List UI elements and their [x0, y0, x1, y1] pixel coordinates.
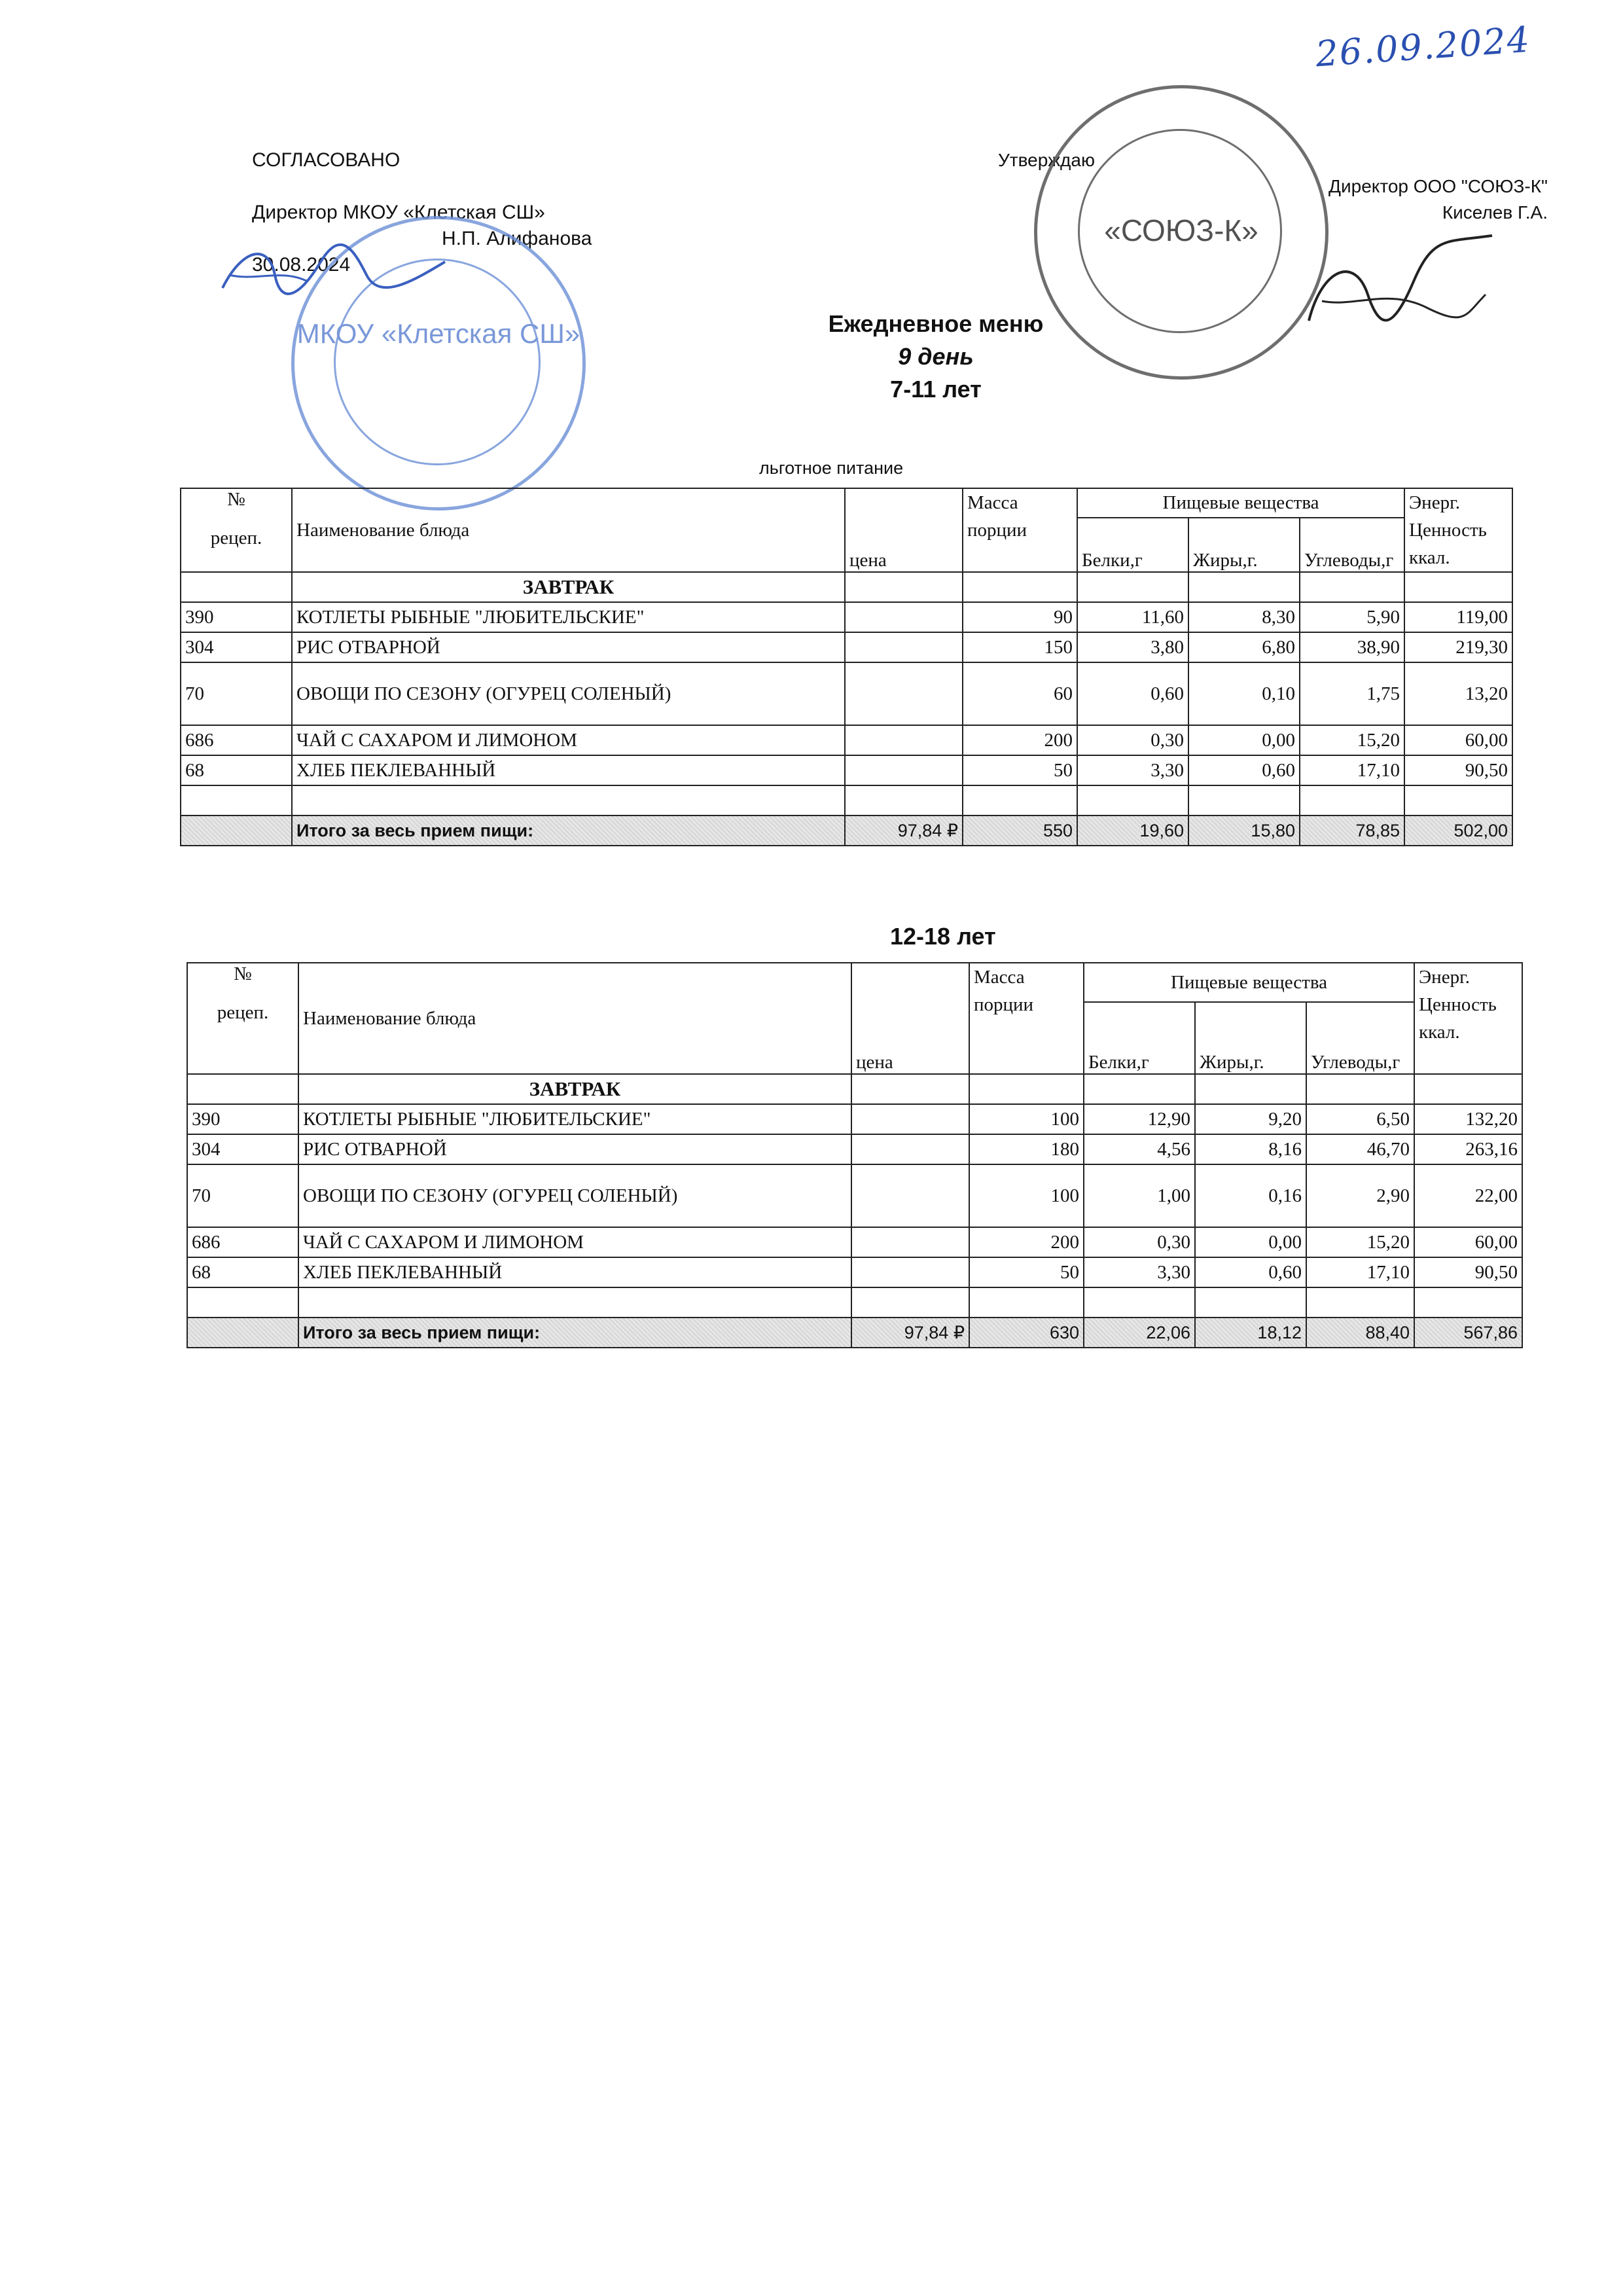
dish-price: [851, 1134, 969, 1164]
age-group-2: 12-18 лет: [890, 923, 996, 950]
total-energy: 502,00: [1404, 816, 1512, 846]
dish-energy: 263,16: [1414, 1134, 1522, 1164]
dish-protein: 3,80: [1077, 632, 1188, 662]
dish-fat: 0,60: [1195, 1257, 1306, 1287]
dish-mass: 50: [963, 755, 1077, 785]
confirmer-position: Директор ООО "СОЮЗ-К": [1329, 176, 1548, 196]
total-row: [187, 1318, 1522, 1348]
total-label: Итого за весь прием пищи:: [292, 816, 845, 846]
meal-label: ЗАВТРАК: [292, 572, 845, 602]
meal-row: [181, 572, 1512, 602]
dish-energy: 219,30: [1404, 632, 1512, 662]
menu-subtitle: льготное питание: [759, 458, 904, 478]
dish-mass: 200: [963, 725, 1077, 755]
menu-table-7-11: [180, 488, 1513, 846]
dish-carbs: 38,90: [1300, 632, 1404, 662]
dish-name: РИС ОТВАРНОЙ: [292, 632, 845, 662]
table-row: [187, 1227, 1522, 1257]
dish-mass: 100: [969, 1104, 1084, 1134]
dish-protein: 12,90: [1084, 1104, 1195, 1134]
dish-fat: 0,16: [1195, 1164, 1306, 1227]
recipe-num: 686: [187, 1227, 298, 1257]
dish-price: [845, 602, 963, 632]
dish-carbs: 15,20: [1300, 725, 1404, 755]
total-energy: 567,86: [1414, 1318, 1522, 1348]
dish-mass: 180: [969, 1134, 1084, 1164]
menu-day: 9 день: [898, 343, 974, 370]
school-stamp-text: МКОУ «Клетская СШ»: [296, 318, 580, 349]
recipe-num: 68: [187, 1257, 298, 1287]
dish-energy: 13,20: [1404, 662, 1512, 725]
dish-energy: 60,00: [1414, 1227, 1522, 1257]
total-mass: 630: [969, 1318, 1084, 1348]
dish-price: [845, 632, 963, 662]
dish-fat: 8,16: [1195, 1134, 1306, 1164]
empty-row: [187, 1287, 1522, 1318]
table-row: [187, 1164, 1522, 1227]
dish-protein: 1,00: [1084, 1164, 1195, 1227]
total-price: 97,84 ₽: [851, 1318, 969, 1348]
dish-carbs: 1,75: [1300, 662, 1404, 725]
dish-name: РИС ОТВАРНОЙ: [298, 1134, 851, 1164]
dish-name: ЧАЙ С САХАРОМ И ЛИМОНОМ: [298, 1227, 851, 1257]
dish-name: ОВОЩИ ПО СЕЗОНУ (ОГУРЕЦ СОЛЕНЫЙ): [298, 1164, 851, 1227]
dish-price: [845, 725, 963, 755]
dish-protein: 0,60: [1077, 662, 1188, 725]
approval-date: 30.08.2024: [252, 254, 351, 276]
recipe-num: 390: [181, 602, 292, 632]
dish-fat: 6,80: [1188, 632, 1300, 662]
dish-carbs: 17,10: [1306, 1257, 1414, 1287]
dish-carbs: 46,70: [1306, 1134, 1414, 1164]
dish-mass: 50: [969, 1257, 1084, 1287]
dish-energy: 119,00: [1404, 602, 1512, 632]
col-carbs: Углеводы,г: [1306, 1002, 1414, 1074]
total-protein: 19,60: [1077, 816, 1188, 846]
total-label: Итого за весь прием пищи:: [298, 1318, 851, 1348]
col-price: цена: [845, 488, 963, 572]
recipe-num: 70: [187, 1164, 298, 1227]
dish-carbs: 5,90: [1300, 602, 1404, 632]
recipe-num: 686: [181, 725, 292, 755]
col-name: Наименование блюда: [298, 963, 851, 1074]
col-price: цена: [851, 963, 969, 1074]
col-mass: Масса порции: [969, 963, 1084, 1074]
recipe-num: 304: [187, 1134, 298, 1164]
col-mass: Масса порции: [963, 488, 1077, 572]
col-num: № рецеп.: [181, 488, 292, 572]
dish-protein: 3,30: [1084, 1257, 1195, 1287]
col-protein: Белки,г: [1077, 518, 1188, 572]
approved-label: СОГЛАСОВАНО: [252, 149, 401, 171]
dish-fat: 8,30: [1188, 602, 1300, 632]
dish-fat: 0,60: [1188, 755, 1300, 785]
dish-protein: 3,30: [1077, 755, 1188, 785]
dish-carbs: 6,50: [1306, 1104, 1414, 1134]
table-row: [181, 725, 1512, 755]
dish-mass: 60: [963, 662, 1077, 725]
dish-price: [851, 1257, 969, 1287]
dish-mass: 100: [969, 1164, 1084, 1227]
dish-name: ЧАЙ С САХАРОМ И ЛИМОНОМ: [292, 725, 845, 755]
recipe-num: 68: [181, 755, 292, 785]
dish-carbs: 15,20: [1306, 1227, 1414, 1257]
dish-name: ОВОЩИ ПО СЕЗОНУ (ОГУРЕЦ СОЛЕНЫЙ): [292, 662, 845, 725]
table-row: [187, 1104, 1522, 1134]
dish-name: ХЛЕБ ПЕКЛЕВАННЫЙ: [292, 755, 845, 785]
confirm-label: Утверждаю: [998, 150, 1095, 170]
table-row: [187, 1257, 1522, 1287]
meal-row: [187, 1074, 1522, 1104]
dish-carbs: 17,10: [1300, 755, 1404, 785]
dish-price: [845, 662, 963, 725]
col-num: № рецеп.: [187, 963, 298, 1074]
dish-energy: 90,50: [1404, 755, 1512, 785]
approver-position: Директор МКОУ «Клетская СШ»: [252, 202, 545, 223]
meal-label: ЗАВТРАК: [298, 1074, 851, 1104]
dish-protein: 11,60: [1077, 602, 1188, 632]
dish-mass: 150: [963, 632, 1077, 662]
recipe-num: 304: [181, 632, 292, 662]
dish-fat: 9,20: [1195, 1104, 1306, 1134]
total-fat: 18,12: [1195, 1318, 1306, 1348]
col-nutrients: Пищевые вещества: [1077, 488, 1404, 518]
empty-row: [181, 785, 1512, 816]
dish-price: [845, 755, 963, 785]
handwritten-date: 26.09.2024: [1314, 18, 1532, 75]
menu-title: [720, 308, 1152, 406]
dish-name: КОТЛЕТЫ РЫБНЫЕ "ЛЮБИТЕЛЬСКИЕ": [292, 602, 845, 632]
recipe-num: 390: [187, 1104, 298, 1134]
table-row: [181, 602, 1512, 632]
approver-signature: [216, 236, 452, 308]
dish-energy: 132,20: [1414, 1104, 1522, 1134]
menu-table-12-18: [187, 962, 1523, 1348]
col-nutrients: Пищевые вещества: [1084, 963, 1414, 1002]
total-row: [181, 816, 1512, 846]
total-mass: 550: [963, 816, 1077, 846]
dish-mass: 90: [963, 602, 1077, 632]
dish-name: ХЛЕБ ПЕКЛЕВАННЫЙ: [298, 1257, 851, 1287]
dish-energy: 22,00: [1414, 1164, 1522, 1227]
total-carbs: 88,40: [1306, 1318, 1414, 1348]
dish-price: [851, 1164, 969, 1227]
total-fat: 15,80: [1188, 816, 1300, 846]
col-name: Наименование блюда: [292, 488, 845, 572]
table-row: [181, 632, 1512, 662]
table-row: [181, 662, 1512, 725]
dish-fat: 0,00: [1188, 725, 1300, 755]
recipe-num: 70: [181, 662, 292, 725]
col-energy: Энерг. Ценность ккал.: [1404, 488, 1512, 572]
confirmer-name: Киселев Г.А.: [1442, 202, 1548, 223]
col-fat: Жиры,г.: [1188, 518, 1300, 572]
dish-protein: 4,56: [1084, 1134, 1195, 1164]
dish-name: КОТЛЕТЫ РЫБНЫЕ "ЛЮБИТЕЛЬСКИЕ": [298, 1104, 851, 1134]
company-stamp-text: «СОЮЗ-К»: [1104, 213, 1258, 247]
dish-fat: 0,10: [1188, 662, 1300, 725]
dish-energy: 60,00: [1404, 725, 1512, 755]
col-fat: Жиры,г.: [1195, 1002, 1306, 1074]
menu-title-line: Ежедневное меню: [828, 310, 1044, 337]
dish-protein: 0,30: [1077, 725, 1188, 755]
age-group-1: 7-11 лет: [890, 376, 982, 403]
col-carbs: Углеводы,г: [1300, 518, 1404, 572]
total-carbs: 78,85: [1300, 816, 1404, 846]
total-price: 97,84 ₽: [845, 816, 963, 846]
approver-name: Н.П. Алифанова: [442, 228, 592, 249]
confirmer-signature: [1296, 229, 1505, 347]
dish-protein: 0,30: [1084, 1227, 1195, 1257]
dish-mass: 200: [969, 1227, 1084, 1257]
dish-energy: 90,50: [1414, 1257, 1522, 1287]
dish-price: [851, 1104, 969, 1134]
dish-carbs: 2,90: [1306, 1164, 1414, 1227]
table-row: [187, 1134, 1522, 1164]
col-protein: Белки,г: [1084, 1002, 1195, 1074]
total-protein: 22,06: [1084, 1318, 1195, 1348]
dish-fat: 0,00: [1195, 1227, 1306, 1257]
table-row: [181, 755, 1512, 785]
dish-price: [851, 1227, 969, 1257]
col-energy: Энерг. Ценность ккал.: [1414, 963, 1522, 1074]
